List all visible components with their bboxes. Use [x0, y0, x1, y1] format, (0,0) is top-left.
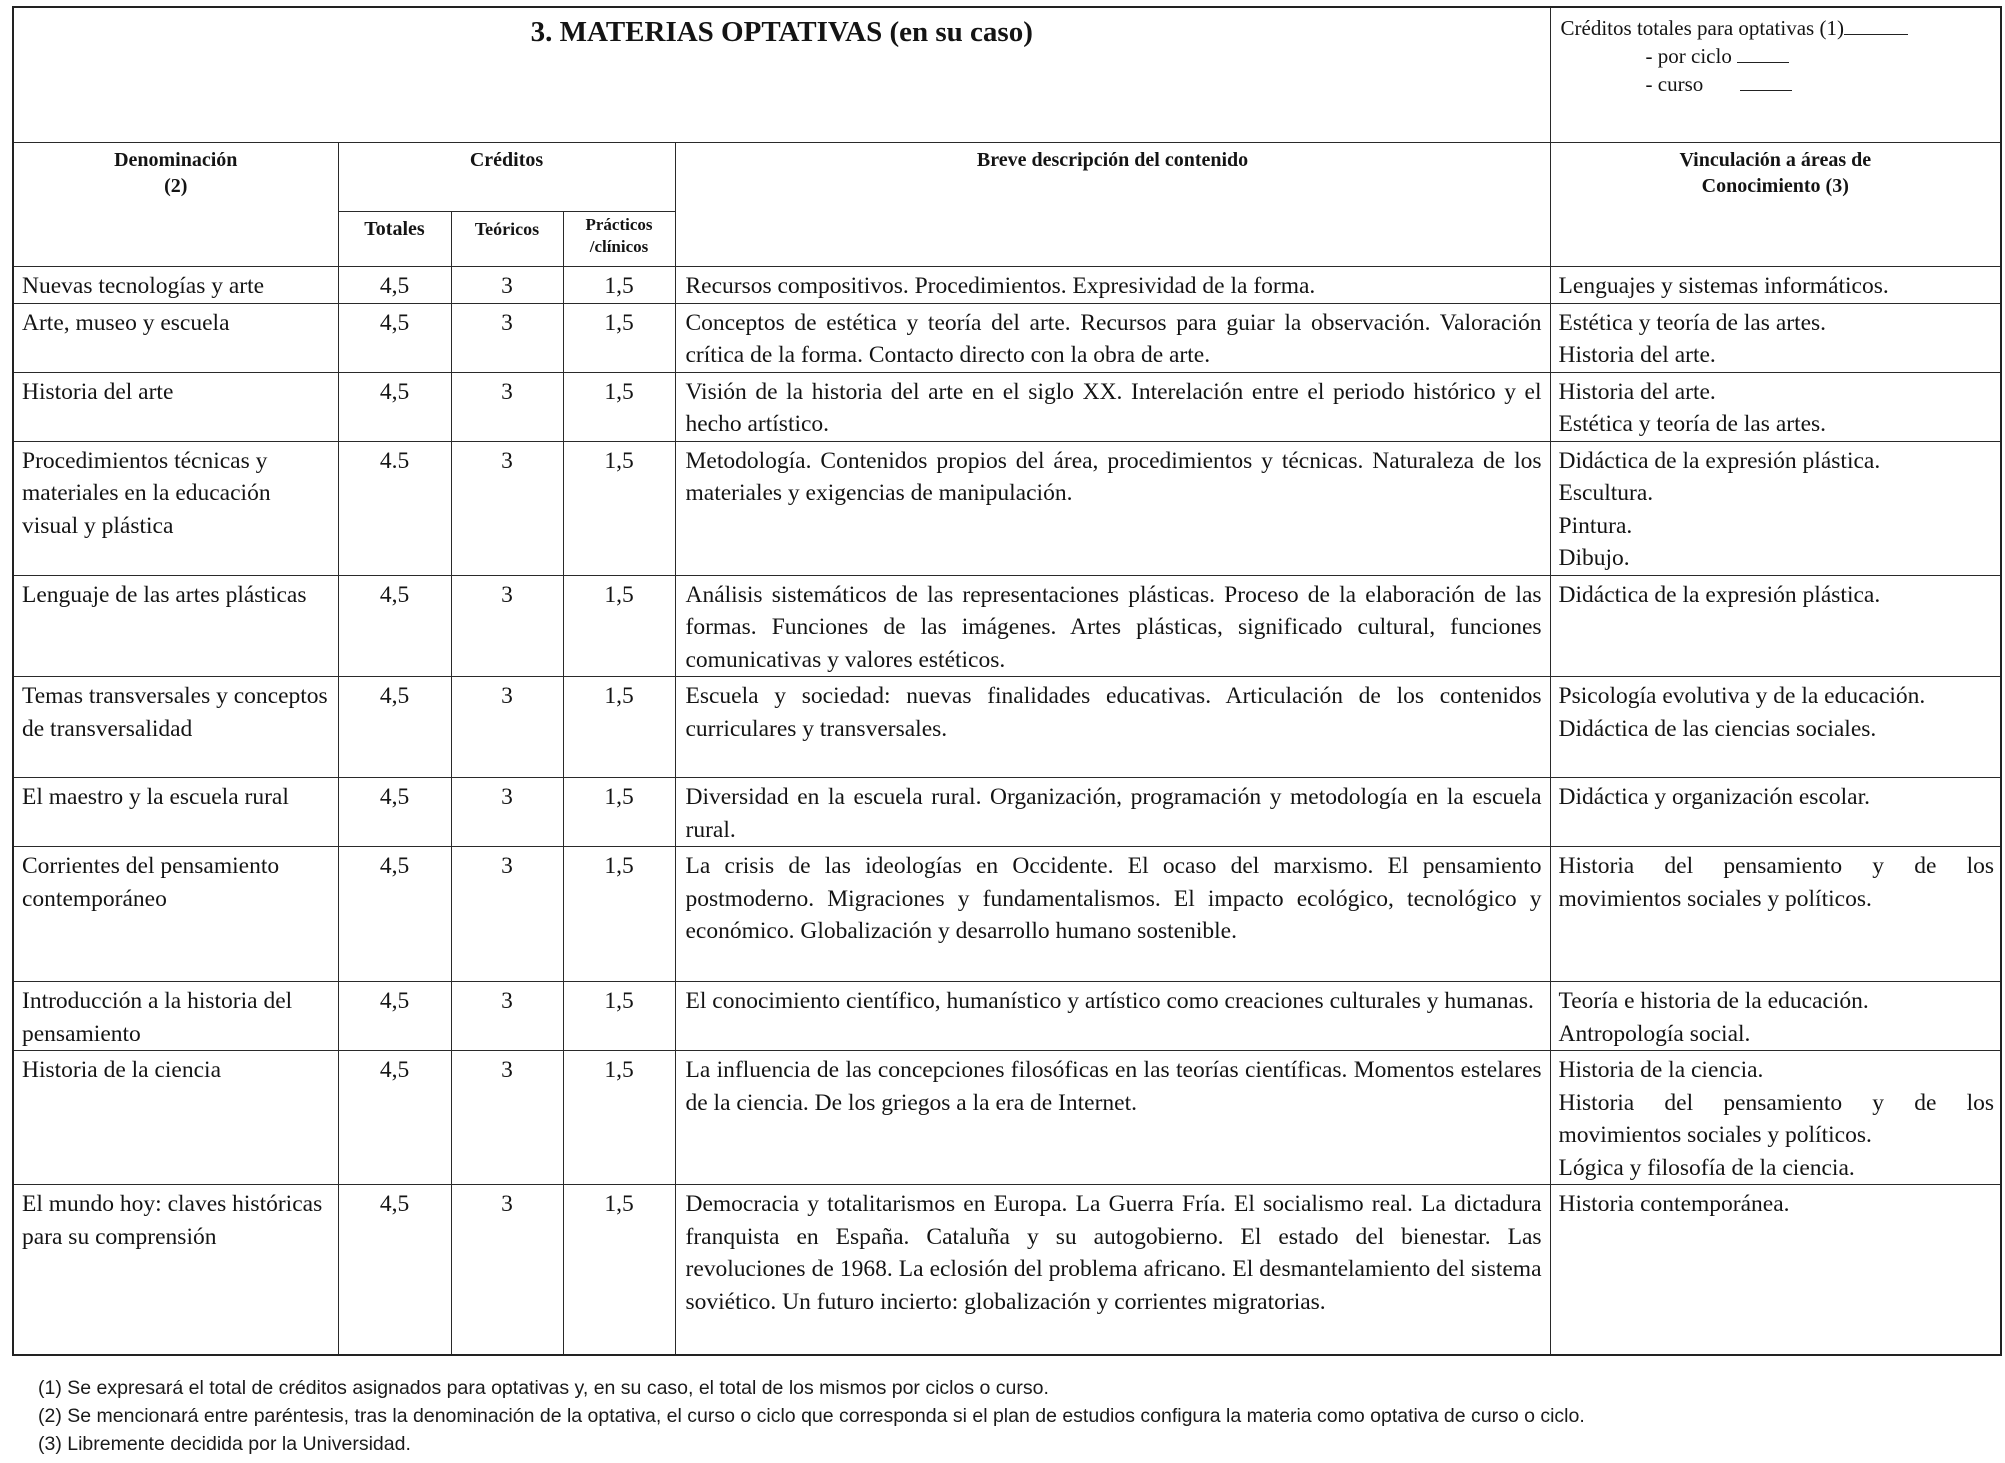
credits-totales: 4,5 — [338, 1051, 451, 1185]
credits-teoricos: 3 — [451, 847, 563, 982]
subject-description: Diversidad en la escuela rural. Organización, programación y metodología en la escuela rural. — [675, 778, 1550, 847]
credits-total-line: Créditos totales para optativas (1) — [1561, 14, 1993, 42]
credits-practicos: 1,5 — [563, 847, 675, 982]
knowledge-area-item: Estética y teoría de las artes. — [1558, 309, 1827, 336]
subject-name: Procedimientos técnicas y materiales en la educación visual y plástica — [13, 441, 338, 575]
knowledge-areas — [1550, 303, 2001, 372]
optional-subjects-table — [12, 6, 2002, 1356]
header-descripcion: Breve descripción del contenido — [675, 143, 1550, 267]
subject-description: El conocimiento científico, humanístico y artístico como creaciones culturales y humanas. — [675, 982, 1550, 1051]
credits-teoricos: 3 — [451, 441, 563, 575]
table-row — [13, 778, 2001, 847]
credits-totales: 4,5 — [338, 982, 451, 1051]
credits-teoricos: 3 — [451, 1185, 563, 1355]
credits-teoricos: 3 — [451, 372, 563, 441]
credits-practicos: 1,5 — [563, 778, 675, 847]
table-row — [13, 982, 2001, 1051]
table-row — [13, 847, 2001, 982]
knowledge-areas — [1550, 982, 2001, 1051]
credits-practicos: 1,5 — [563, 267, 675, 304]
header-creditos: Créditos — [338, 143, 675, 212]
knowledge-area-item: Didáctica de las ciencias sociales. — [1558, 715, 1877, 742]
subject-name: El mundo hoy: claves históricas para su comprensión — [13, 1185, 338, 1355]
knowledge-area-item: Didáctica de la expresión plástica. — [1558, 581, 1881, 608]
credits-practicos: 1,5 — [563, 441, 675, 575]
document-page — [12, 6, 2000, 1455]
knowledge-area-item: Didáctica y organización escolar. — [1558, 784, 1870, 810]
knowledge-area-item: Didáctica de la expresión plástica. — [1558, 447, 1881, 474]
subject-description: La crisis de las ideologías en Occidente. El ocaso del marxismo. El pensamiento postmoderno. Migraciones y fundamentalismos. El impacto ecológico, tecnológico y económico. Globalización y desarrollo humano sostenible. — [675, 847, 1550, 982]
credits-totales: 4,5 — [338, 847, 451, 982]
credits-teoricos: 3 — [451, 575, 563, 677]
table-row — [13, 677, 2001, 778]
credits-totales: 4,5 — [338, 575, 451, 677]
table-row — [13, 575, 2001, 677]
subject-description: Conceptos de estética y teoría del arte. Recursos para guiar la observación. Valoración crítica de la forma. Contacto directo con la obra de arte. — [675, 303, 1550, 372]
credits-total-blank — [1844, 34, 1908, 35]
table-row — [13, 303, 2001, 372]
credits-cycle-blank — [1737, 62, 1789, 63]
knowledge-area-item: Teoría e historia de la educación. — [1558, 988, 1869, 1014]
credits-teoricos: 3 — [451, 267, 563, 304]
knowledge-area-item: Historia contemporánea. — [1558, 1191, 1790, 1217]
subject-description: Democracia y totalitarismos en Europa. La Guerra Fría. El socialismo real. La dictadura franquista en España. Cataluña y su autogobierno. El estado del bienestar. Las revoluciones de 1968. La eclosión del problema africano. El desmantelamiento del sistema soviético. Un futuro incierto: globalización y corrientes migratorias. — [675, 1185, 1550, 1355]
knowledge-area-item: Historia del pensamiento y de los movimientos sociales y políticos. — [1558, 853, 1995, 912]
credits-practicos: 1,5 — [563, 372, 675, 441]
title-row — [13, 7, 2001, 143]
credits-teoricos: 3 — [451, 677, 563, 778]
credits-totales: 4,5 — [338, 1185, 451, 1355]
subject-name: Temas transversales y conceptos de transversalidad — [13, 677, 338, 778]
header-denominacion: Denominación (2) — [13, 143, 338, 267]
knowledge-areas — [1550, 372, 2001, 441]
title-cell — [13, 7, 1550, 143]
credits-cycle-line: - por ciclo — [1561, 42, 1993, 70]
subject-name: El maestro y la escuela rural — [13, 778, 338, 847]
credits-totales: 4,5 — [338, 267, 451, 304]
credits-course-line: - curso — [1561, 70, 1993, 98]
subject-name: Historia del arte — [13, 372, 338, 441]
table-row — [13, 267, 2001, 304]
knowledge-area-item: Historia del arte. — [1558, 342, 1716, 368]
credits-totales: 4.5 — [338, 441, 451, 575]
header-vinculacion: Vinculación a áreas de Conocimiento (3) — [1550, 143, 2001, 267]
credits-totales: 4,5 — [338, 372, 451, 441]
subject-description: Recursos compositivos. Procedimientos. Expresividad de la forma. — [675, 267, 1550, 304]
table-row — [13, 1185, 2001, 1355]
total-credits-box — [1550, 7, 2001, 143]
subject-description: Análisis sistemáticos de las representaciones plásticas. Proceso de la elaboración de las formas. Funciones de las imágenes. Artes plásticas, significado cultural, funciones comunicativas y valores estéticos. — [675, 575, 1550, 677]
knowledge-areas — [1550, 847, 2001, 982]
knowledge-areas — [1550, 677, 2001, 778]
knowledge-area-item: Escultura. — [1558, 480, 1654, 506]
subject-description: La influencia de las concepciones filosóficas en las teorías científicas. Momentos estelares de la ciencia. De los griegos a la era de Internet. — [675, 1051, 1550, 1185]
credits-teoricos: 3 — [451, 1051, 563, 1185]
credits-practicos: 1,5 — [563, 982, 675, 1051]
knowledge-area-item: Lenguajes y sistemas informáticos. — [1558, 273, 1889, 299]
subject-name: Corrientes del pensamiento contemporáneo — [13, 847, 338, 982]
credits-practicos: 1,5 — [563, 1051, 675, 1185]
table-row — [13, 1051, 2001, 1185]
credits-teoricos: 3 — [451, 303, 563, 372]
credits-totales: 4,5 — [338, 677, 451, 778]
subject-name: Lenguaje de las artes plásticas — [13, 575, 338, 677]
credits-practicos: 1,5 — [563, 1185, 675, 1355]
header-row-1 — [13, 143, 2001, 212]
knowledge-area-item: Psicología evolutiva y de la educación. — [1558, 683, 1926, 709]
subject-name: Arte, museo y escuela — [13, 303, 338, 372]
subject-name: Nuevas tecnologías y arte — [13, 267, 338, 304]
knowledge-area-item: Lógica y filosofía de la ciencia. — [1558, 1154, 1855, 1181]
knowledge-area-item: Pintura. — [1558, 512, 1633, 539]
knowledge-area-item: Historia del arte. — [1558, 378, 1716, 405]
credits-totales: 4,5 — [338, 303, 451, 372]
credits-course-blank — [1740, 90, 1792, 91]
knowledge-area-item: Historia del pensamiento y de los movimientos sociales y políticos. — [1558, 1089, 1995, 1148]
header-totales: Totales — [338, 212, 451, 267]
credits-teoricos: 3 — [451, 778, 563, 847]
header-practicos: Prácticos /clínicos — [563, 212, 675, 267]
subject-description: Escuela y sociedad: nuevas finalidades educativas. Articulación de los contenidos curriculares y transversales. — [675, 677, 1550, 778]
knowledge-areas — [1550, 575, 2001, 677]
subject-description: Visión de la historia del arte en el siglo XX. Interelación entre el periodo histórico y el hecho artístico. — [675, 372, 1550, 441]
table-row — [13, 372, 2001, 441]
knowledge-area-item: Historia de la ciencia. — [1558, 1057, 1764, 1083]
subject-description: Metodología. Contenidos propios del área, procedimientos y técnicas. Naturaleza de los materiales y exigencias de manipulación. — [675, 441, 1550, 575]
knowledge-areas — [1550, 778, 2001, 847]
credits-totales: 4,5 — [338, 778, 451, 847]
knowledge-area-item: Estética y teoría de las artes. — [1558, 411, 1827, 437]
table-row — [13, 441, 2001, 575]
footnotes — [38, 1374, 1585, 1458]
credits-practicos: 1,5 — [563, 303, 675, 372]
credits-practicos: 1,5 — [563, 677, 675, 778]
footnote-1: (1) Se expresará el total de créditos asignados para optativas y, en su caso, el total de los mismos por ciclos o curso. — [38, 1377, 1049, 1399]
subject-name: Historia de la ciencia — [13, 1051, 338, 1185]
header-teoricos: Teóricos — [451, 212, 563, 267]
footnote-3: (3) Libremente decidida por la Universidad. — [38, 1433, 411, 1455]
knowledge-areas — [1550, 267, 2001, 304]
knowledge-areas — [1550, 1051, 2001, 1185]
knowledge-area-item: Dibujo. — [1558, 545, 1630, 571]
knowledge-area-item: Antropología social. — [1558, 1020, 1751, 1047]
knowledge-areas — [1550, 1185, 2001, 1355]
credits-teoricos: 3 — [451, 982, 563, 1051]
section-title: 3. MATERIAS OPTATIVAS (en su caso) — [530, 16, 1033, 48]
footnote-2: (2) Se mencionará entre paréntesis, tras la denominación de la optativa, el curso o ciclo que corresponda si el plan de estudios configura la materia como optativa de curso o ciclo. — [38, 1405, 1585, 1427]
subject-name: Introducción a la historia del pensamiento — [13, 982, 338, 1051]
knowledge-areas — [1550, 441, 2001, 575]
credits-practicos: 1,5 — [563, 575, 675, 677]
